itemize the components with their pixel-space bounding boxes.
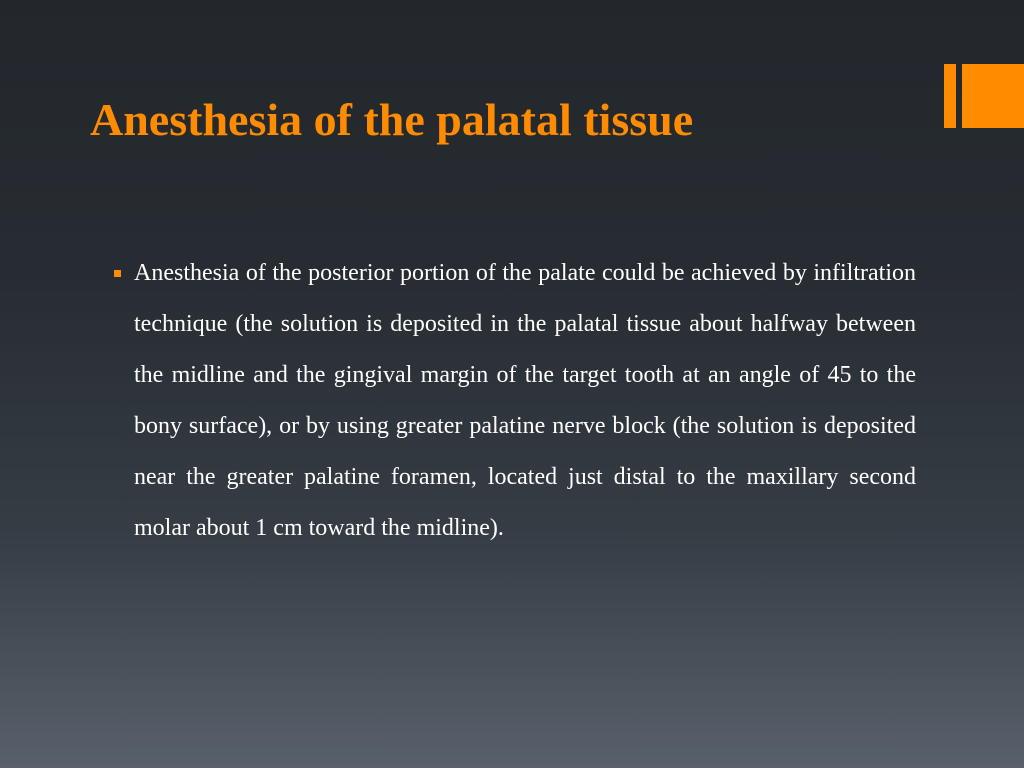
bullet-item: [112, 248, 916, 554]
bullet-text: Anesthesia of the posterior portion of the palate could be achieved by infiltration technique (the solution is deposited in the palatal tissue about halfway between the midline and the gingival margin of the target tooth at an angle of 45 to the bony surface), or by using greater palatine nerve block (the solution is deposited near the greater palatine foramen, located just distal to the maxillary second molar about 1 cm toward the midline).: [134, 260, 916, 541]
accent-bar-thick: [962, 64, 1024, 128]
square-bullet-icon: [114, 270, 121, 277]
slide-title: Anesthesia of the palatal tissue: [90, 94, 694, 145]
accent-bar-thin: [944, 64, 956, 128]
slide-content: [112, 248, 916, 554]
